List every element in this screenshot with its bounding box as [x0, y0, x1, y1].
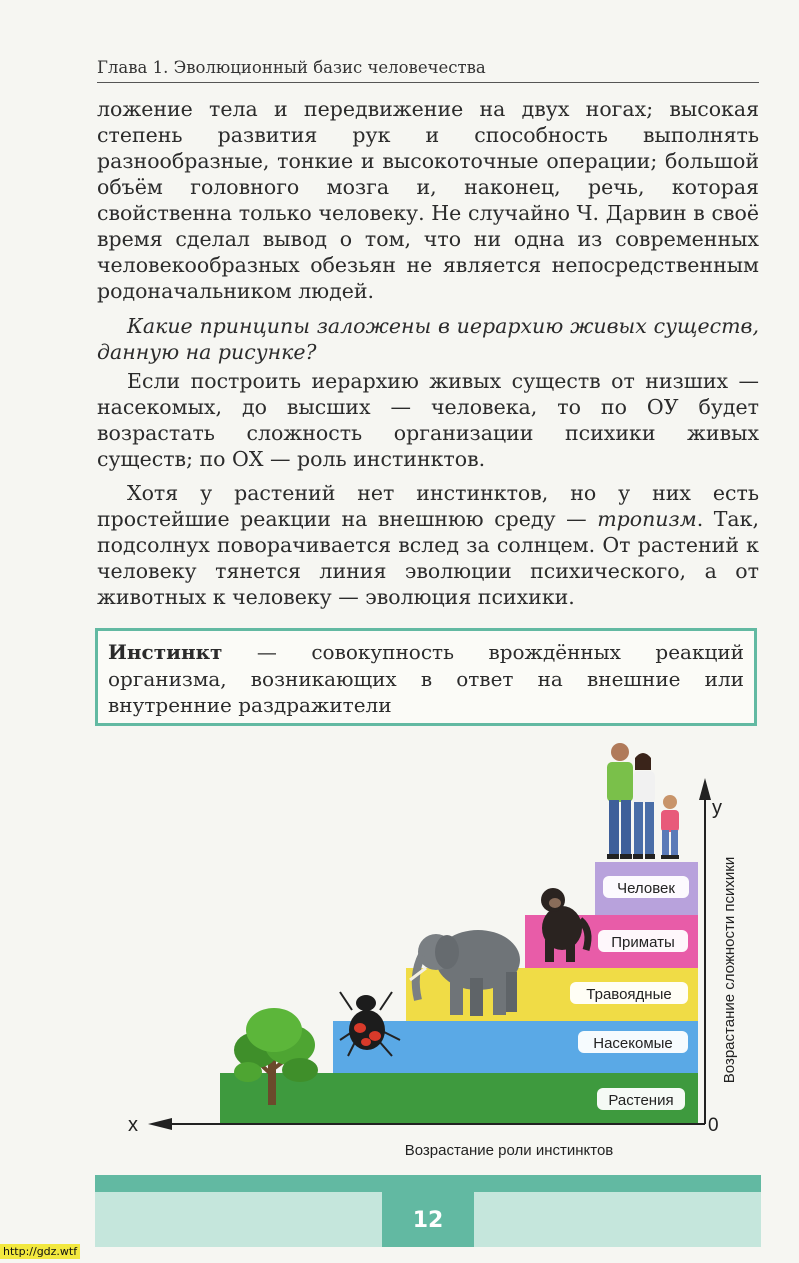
paragraph-3-start: Хотя у растений нет инстинктов, но у них есть простейшие реакции на внешнюю среду —	[97, 481, 759, 531]
watermark-link[interactable]: http://gdz.wtf	[0, 1244, 80, 1259]
y-axis-letter: y	[712, 797, 722, 819]
x-axis-letter: x	[128, 1114, 138, 1136]
y-axis-caption: Возрастание сложности психики	[721, 856, 738, 1084]
tropism-term: тропизм	[597, 507, 697, 531]
paragraph-1: ложение тела и передвижение на двух ногах; высокая степень развития рук и способность выполнять разнообразные, тонкие и высокоточные операции; большой объём головного мозга и, наконец, речь, которая свойственна только человеку. Не случайно Ч. Дарвин в своё время сделал вывод о том, что ни одна из современных человекообразных обезьян не является непосредственным родоначальником людей.	[97, 97, 759, 303]
question-paragraph: Какие принципы заложены в иерархию живых существ, данную на рисунке?	[97, 314, 759, 364]
step-label-herbivores: Травоядные	[586, 986, 672, 1003]
y-axis-arrow	[699, 778, 711, 800]
step-label-primates: Приматы	[611, 934, 675, 951]
paragraph-3-end: . Так, подсолнух поворачивается вслед за солнцем. От растений к человеку тянется линия эволюции психического, а от животных к человеку — эволюция психики.	[97, 507, 759, 609]
family-icon	[607, 743, 679, 859]
definition-text: — совокупность врождённых реакций организма, возникающих в ответ на внешние или внутренние раздражители	[108, 640, 744, 717]
step-label-human: Человек	[617, 880, 675, 897]
origin-label: 0	[708, 1115, 719, 1136]
x-axis-caption: Возрастание роли инстинктов	[404, 1142, 614, 1159]
chapter-header: Глава 1. Эволюционный базис человечества	[97, 58, 486, 77]
x-axis-arrow	[148, 1118, 172, 1130]
definition-term: Инстинкт	[108, 640, 223, 664]
step-label-plants: Растения	[608, 1092, 674, 1109]
step-label-insects: Насекомые	[593, 1035, 673, 1052]
page-number: 12	[412, 1208, 444, 1233]
paragraph-2: Если построить иерархию живых существ от низших — насекомых, до высших — человека, то по ОУ будет возрастать сложность организации психики живых существ; по ОХ — роль инстинктов.	[97, 369, 759, 471]
